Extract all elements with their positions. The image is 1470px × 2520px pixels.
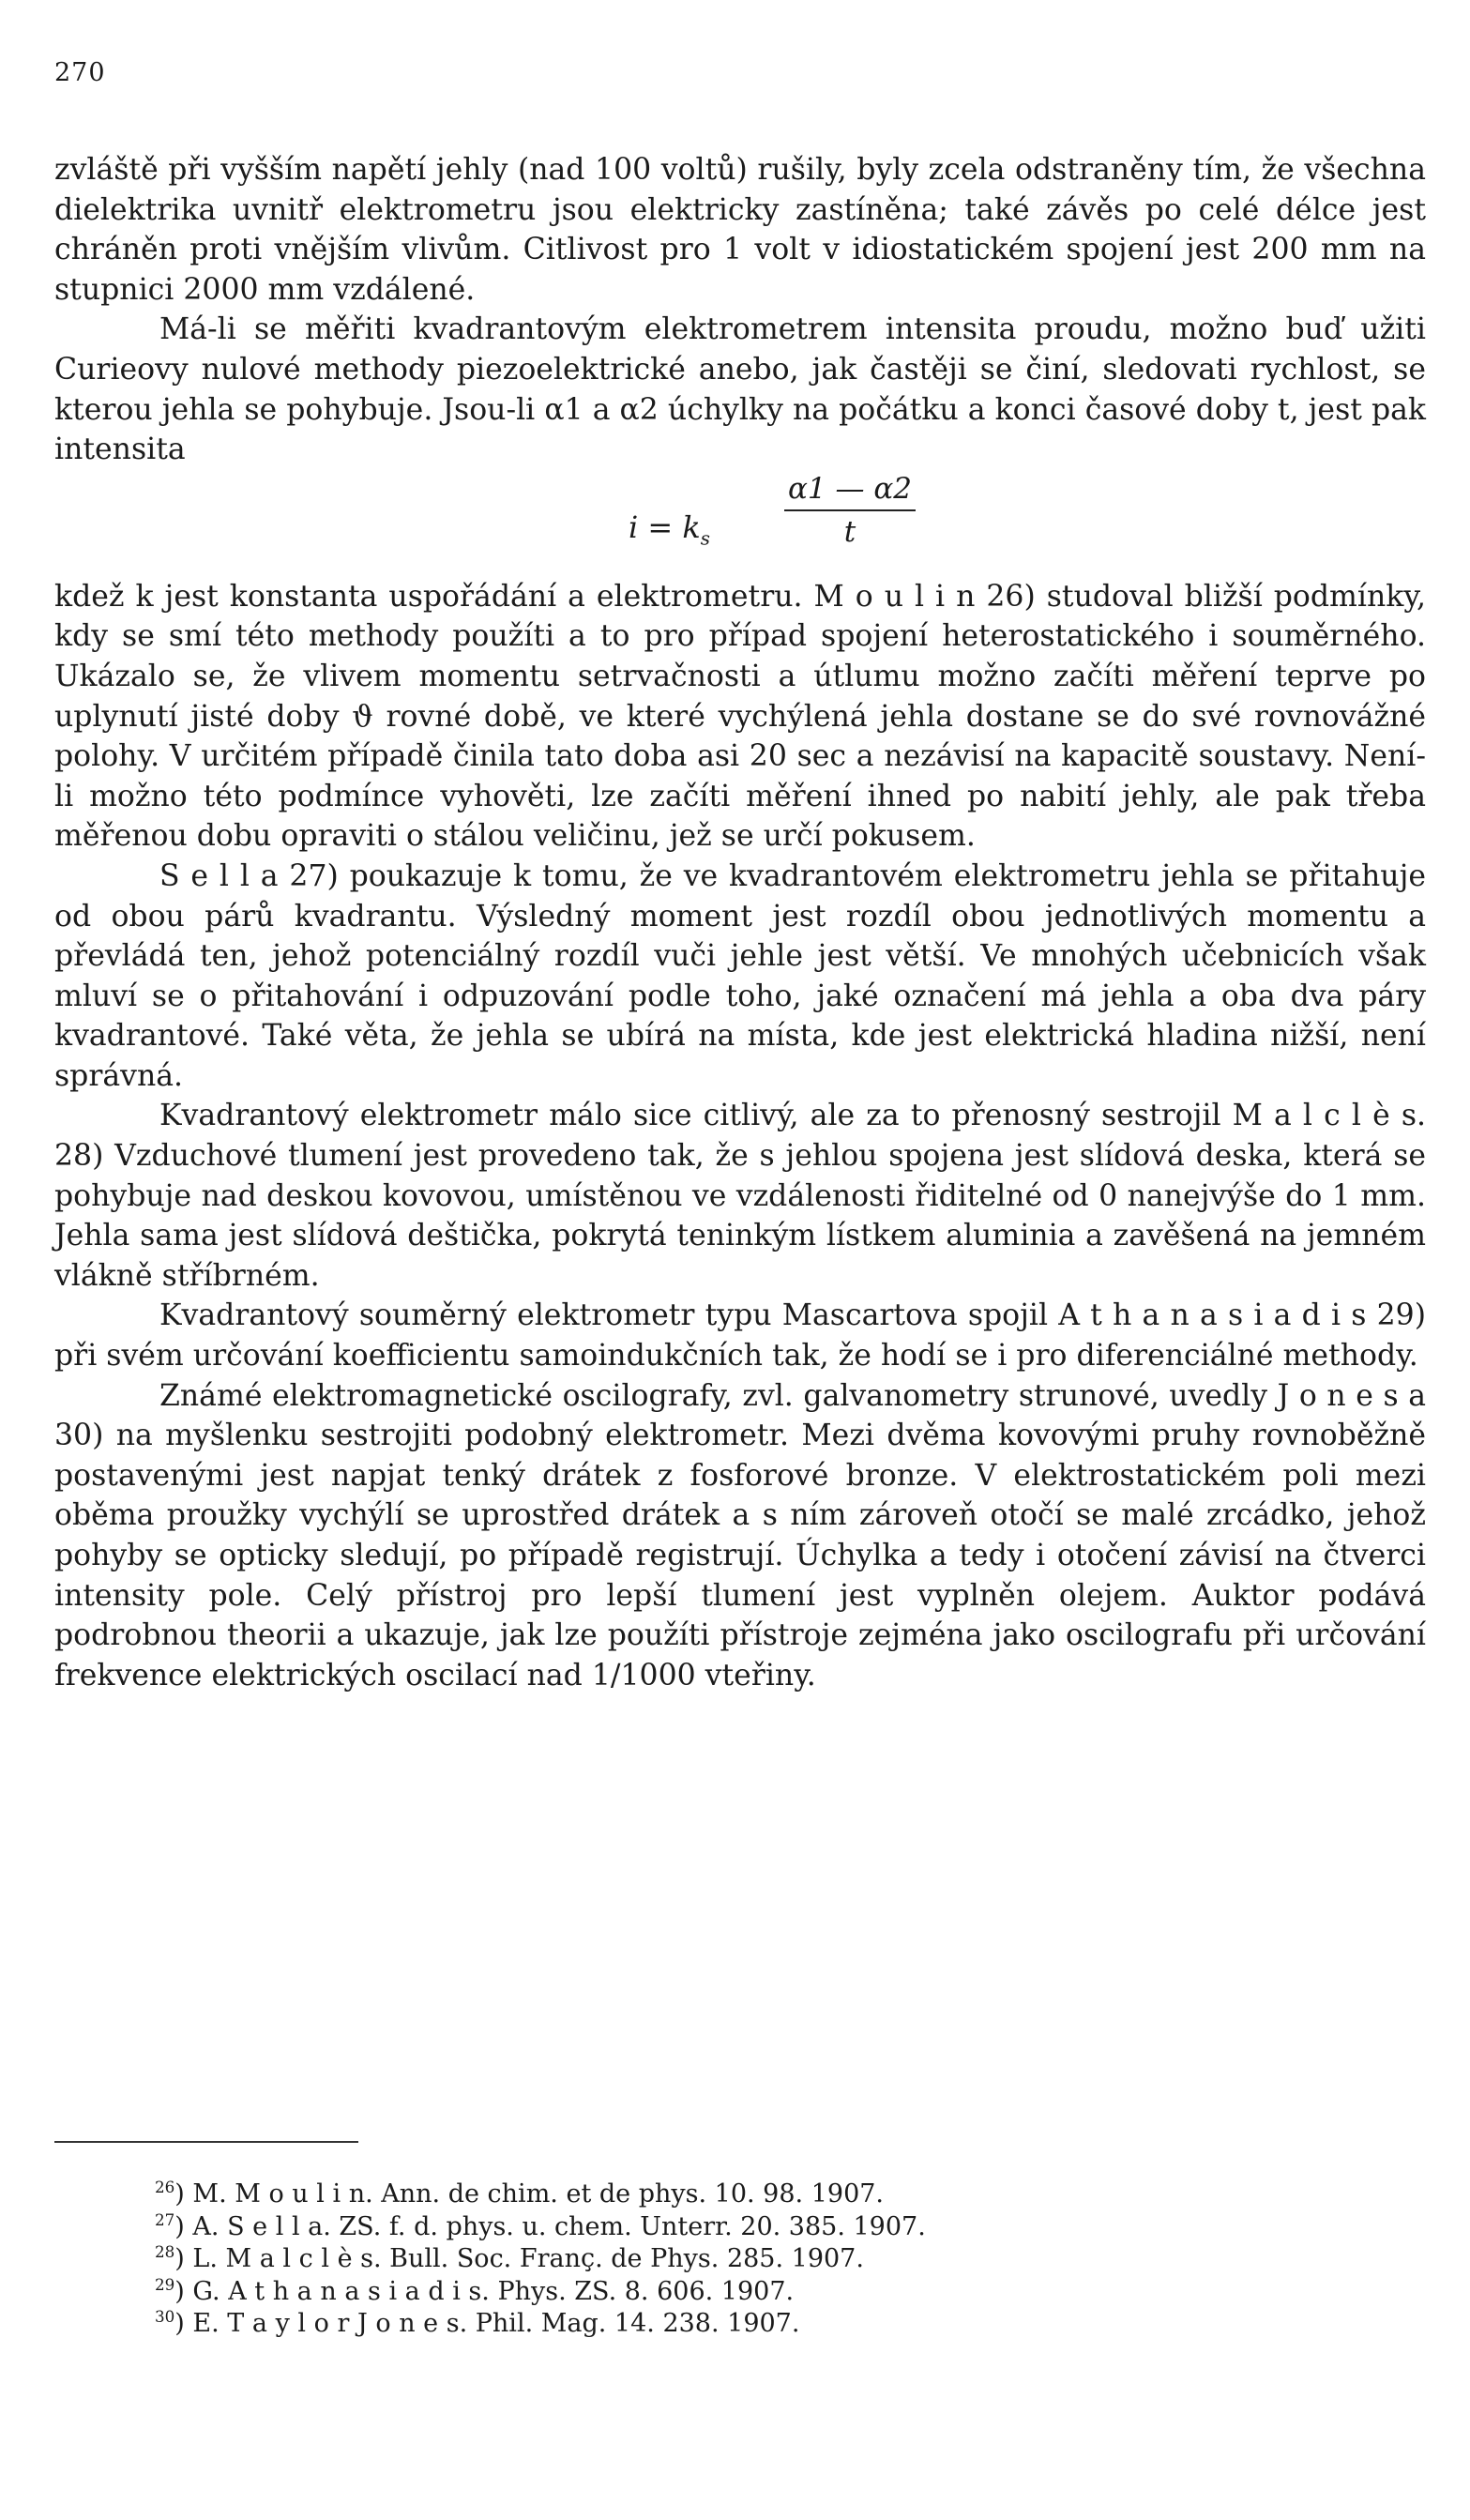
paragraph-3: kdež k jest konstanta uspořádání a elektrometru. M o u l i n 26) studoval bližší podmínky, kdy se smí této methody použíti a to pro případ spojení heterostatického i souměrného. Ukázalo se, že vlivem momentu setrvačnosti a útlumu možno začíti měření teprve po uplynutí jisté doby ϑ rovné době, ve které vychýlená jehla dostane se do své rovnovážné polohy. V určitém případě činila tato doba asi 20 sec a nezávisí na kapacitě soustavy. Není-li možno této podmínce vyhověti, lze začíti měření ihned po nabití jehly, ale pak třeba měřenou dobu opraviti o stálou veličinu, jež se určí pokusem. — [54, 579, 1426, 854]
paragraph-6: Kvadrantový souměrný elektrometr typu Mascartova spojil A t h a n a s i a d i s 29) při svém určování koefficientu samoindukčních tak, že hodí se i pro diferenciálné methody. — [54, 1298, 1426, 1374]
footnote-divider — [54, 2141, 358, 2143]
footnote-28: $^{28}$) L. M a l c l è s. Bull. Soc. Franç. de Phys. 285. 1907. — [155, 2242, 864, 2273]
footnote-marker: 30 — [155, 2307, 175, 2326]
paragraph-7: Známé elektromagnetické oscilografy, zvl. galvanometry strunové, uvedly J o n e s a 30) na myšlenku sestrojiti podobný elektrometr. Mezi dvěma kovovými pruhy rovnoběžně postavenými jest napjat tenký drátek z fosforové bronze. V elektrostatickém poli mezi oběma proužky vychýlí se uprostřed drátek a s ním zároveň otočí se malé zrcádko, jehož pohyby se opticky sledují, po případě registrují. Úchylka a tedy i otočení závisí na čtverci intensity pole. Celý přístroj pro lepší tlumení jest vyplněn olejem. Auktor podává podrobnou theorii a ukazuje, jak lze použíti přístroje zejména jako oscilografu při určování frekvence elektrických oscilací nad 1/1000 vteřiny. — [54, 1378, 1426, 1693]
footnote-marker: 28 — [155, 2242, 175, 2261]
formula-lhs: $i = k_s$ — [629, 509, 710, 550]
footnotes — [155, 2178, 926, 2341]
footnote-marker: 26 — [155, 2178, 175, 2196]
footnote-marker: 27 — [155, 2209, 175, 2229]
footnote-30: $^{30}$) E. T a y l o r J o n e s. Phil. Mag. 14. 238. 1907. — [155, 2307, 800, 2338]
body-text — [54, 150, 1426, 1695]
formula-fraction — [784, 470, 916, 553]
formula-denominator: t — [843, 514, 856, 549]
paragraph-5: Kvadrantový elektrometr málo sice citlivý, ale za to přenosný sestrojil M a l c l è s. 28) Vzduchové tlumení jest provedeno tak, že s jehlou spojena jest slídová deska, která se pohybuje nad deskou kovovou, umístěnou ve vzdálenosti řiditelné od 0 nanejvýše do 1 mm. Jehla sama jest slídová deštička, pokrytá teninkým lístkem aluminia a zavěšená na jemném vlákně stříbrném. — [54, 1099, 1426, 1293]
footnote-29: $^{29}$) G. A t h a n a s i a d i s. Phys. ZS. 8. 606. 1907. — [155, 2274, 795, 2306]
paragraph-2: Má-li se měřiti kvadrantovým elektrometrem intensita proudu, možno buď užiti Curieovy nulové methody piezoelektrické anebo, jak častěji se činí, sledovati rychlost, se kterou jehla se pohybuje. Jsou-li α1 a α2 úchylky na počátku a konci časové doby t, jest pak intensita — [54, 312, 1426, 467]
footnote-26: $^{26}$) M. M o u l i n. Ann. de chim. et de phys. 10. 98. 1907. — [155, 2178, 885, 2209]
footnote-27: $^{27}$) A. S e l l a. ZS. f. d. phys. u. chem. Unterr. 20. 385. 1907. — [155, 2209, 926, 2241]
paragraph-1: zvláště při vyšším napětí jehly (nad 100 voltů) rušily, byly zcela odstraněny tím, že všechna dielektrika uvnitř elektrometru jsou elektricky zastíněna; také závěs po celé délce jest chráněn proti vnějším vlivům. Citlivost pro 1 volt v idiostatickém spojení jest 200 mm na stupnici 2000 mm vzdálené. — [54, 153, 1426, 307]
footnote-marker: 29 — [155, 2274, 175, 2294]
formula-numerator: α1 — α2 — [784, 470, 916, 511]
formula-subscript: s — [700, 527, 710, 550]
page-number: 270 — [54, 58, 106, 87]
intensity-formula — [54, 470, 1426, 577]
paragraph-4: S e l l a 27) poukazuje k tomu, že ve kvadrantovém elektrometru jehla se přitahuje od obou párů kvadrantu. Výsledný moment jest rozdíl obou jednotlivých momentu a převládá ten, jehož potenciálný rozdíl vuči jehle jest větší. Ve mnohých učebnicích však mluví se o přitahování i odpuzování podle toho, jaké označení má jehla a oba dva páry kvadrantové. Také věta, že jehla se ubírá na místa, kde jest elektrická hladina nižší, není správná. — [54, 858, 1426, 1093]
